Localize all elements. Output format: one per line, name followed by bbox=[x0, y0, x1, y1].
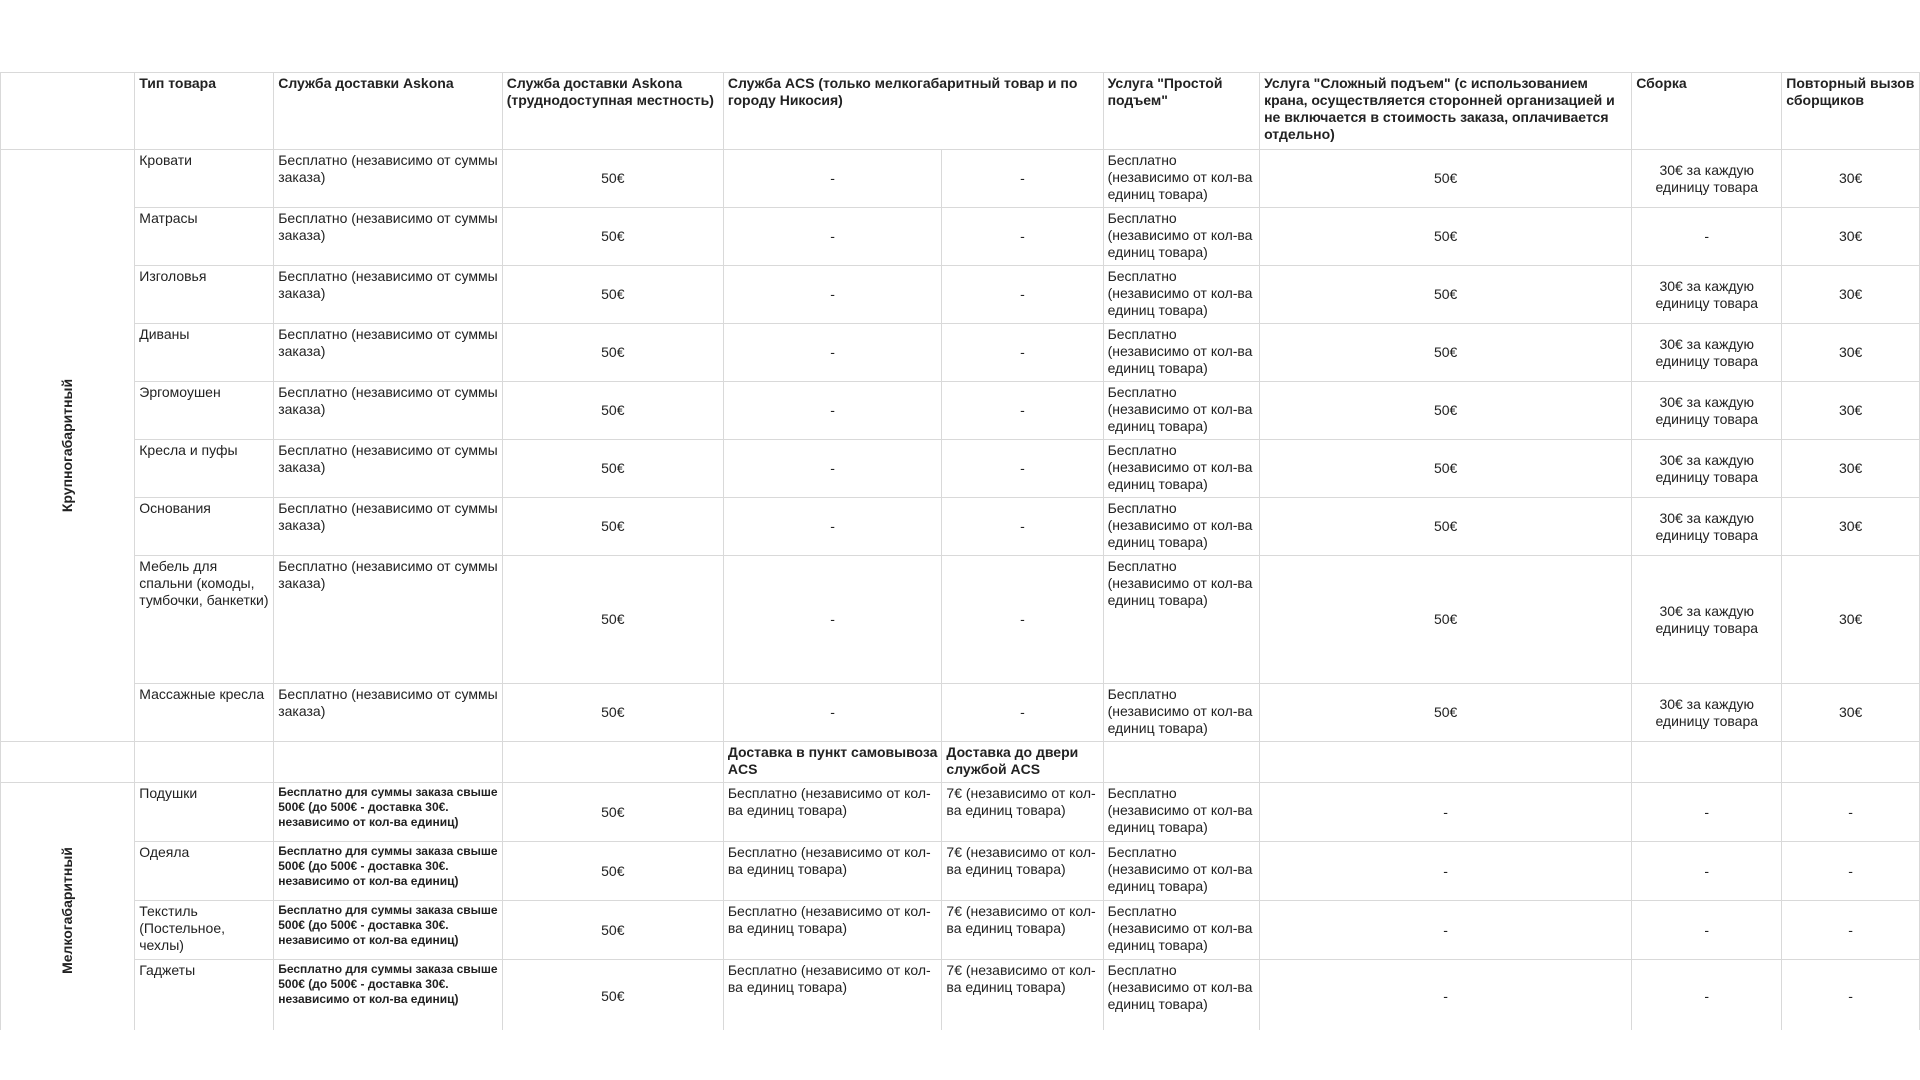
cell-acs-pickup[interactable]: Бесплатно (независимо от кол-ва единиц товара) bbox=[723, 783, 942, 842]
cell-complex-lift[interactable]: - bbox=[1260, 783, 1632, 842]
cell-acs-door[interactable]: - bbox=[942, 324, 1103, 382]
cell-complex-lift[interactable]: 50€ bbox=[1260, 150, 1632, 208]
cell-askona-hard[interactable]: 50€ bbox=[502, 684, 723, 742]
cell-assembly[interactable]: - bbox=[1632, 960, 1782, 1033]
cell-acs-door[interactable]: - bbox=[942, 556, 1103, 684]
cell-acs-pickup[interactable]: - bbox=[723, 150, 942, 208]
cell-acs-door[interactable]: - bbox=[942, 684, 1103, 742]
cell-complex-lift[interactable]: 50€ bbox=[1260, 382, 1632, 440]
cell-acs-pickup[interactable]: Бесплатно (независимо от кол-ва единиц товара) bbox=[723, 901, 942, 960]
cell-repeat[interactable]: - bbox=[1782, 783, 1920, 842]
cell-repeat[interactable]: 30€ bbox=[1782, 266, 1920, 324]
corner-cell[interactable] bbox=[1, 73, 135, 150]
cell-simple-lift[interactable]: Бесплатно (независимо от кол-ва единиц товара) bbox=[1103, 556, 1259, 684]
cell-repeat[interactable]: - bbox=[1782, 960, 1920, 1033]
cell-type[interactable]: Основания bbox=[135, 498, 274, 556]
cell-complex-lift[interactable]: - bbox=[1260, 901, 1632, 960]
table-row bbox=[1, 382, 1920, 440]
group-label-small[interactable] bbox=[1, 783, 135, 1038]
cell-simple-lift[interactable]: Бесплатно (независимо от кол-ва единиц товара) bbox=[1103, 440, 1259, 498]
cell-type[interactable]: Текстиль (Постельное, чехлы) bbox=[135, 901, 274, 960]
cell-acs-door[interactable]: - bbox=[942, 266, 1103, 324]
header-repeat[interactable]: Повторный вызов сборщиков bbox=[1782, 73, 1920, 150]
cell-type[interactable]: Эргомоушен bbox=[135, 382, 274, 440]
cell-assembly[interactable]: 30€ за каждую единицу товара bbox=[1632, 498, 1782, 556]
cell-complex-lift[interactable]: 50€ bbox=[1260, 440, 1632, 498]
cell-repeat[interactable]: - bbox=[1782, 842, 1920, 901]
cell-askona-hard[interactable]: 50€ bbox=[502, 208, 723, 266]
empty-cell[interactable] bbox=[274, 742, 503, 783]
table-row bbox=[1, 960, 1920, 1033]
cell-askona[interactable]: Бесплатно для суммы заказа свыше 500€ (до 500€ - доставка 30€. независимо от кол-ва единиц) bbox=[274, 901, 503, 960]
cell-simple-lift[interactable]: Бесплатно (независимо от кол-ва единиц товара) bbox=[1103, 960, 1259, 1033]
cell-repeat[interactable]: 30€ bbox=[1782, 150, 1920, 208]
cell-askona-hard[interactable]: 50€ bbox=[502, 783, 723, 842]
cell-acs-pickup[interactable]: - bbox=[723, 684, 942, 742]
cell-repeat[interactable]: 30€ bbox=[1782, 556, 1920, 684]
cell-simple-lift[interactable]: Бесплатно (независимо от кол-ва единиц товара) bbox=[1103, 901, 1259, 960]
table-row bbox=[1, 684, 1920, 742]
cell-repeat[interactable]: 30€ bbox=[1782, 324, 1920, 382]
cell-type[interactable]: Кровати bbox=[135, 150, 274, 208]
cell-askona[interactable]: Бесплатно для суммы заказа свыше 500€ (до 500€ - доставка 30€. независимо от кол-ва единиц) bbox=[274, 783, 503, 842]
cell-acs-pickup[interactable]: Бесплатно (независимо от кол-ва единиц товара) bbox=[723, 842, 942, 901]
table-row bbox=[1, 901, 1920, 960]
cell-assembly[interactable]: 30€ за каждую единицу товара bbox=[1632, 440, 1782, 498]
table-row bbox=[1, 440, 1920, 498]
cell-type[interactable]: Мебель для спальни (комоды, тумбочки, банкетки) bbox=[135, 556, 274, 684]
cell-askona-hard[interactable]: 50€ bbox=[502, 556, 723, 684]
cell-acs-pickup[interactable]: - bbox=[723, 266, 942, 324]
cell-acs-pickup[interactable]: - bbox=[723, 440, 942, 498]
cell-acs-door[interactable]: 7€ (независимо от кол-ва единиц товара) bbox=[942, 960, 1103, 1033]
cell-askona-hard[interactable]: 50€ bbox=[502, 498, 723, 556]
cell-acs-door[interactable]: 7€ (независимо от кол-ва единиц товара) bbox=[942, 901, 1103, 960]
cell-simple-lift[interactable]: Бесплатно (независимо от кол-ва единиц товара) bbox=[1103, 684, 1259, 742]
cell-simple-lift[interactable]: Бесплатно (независимо от кол-ва единиц товара) bbox=[1103, 208, 1259, 266]
header-type[interactable]: Тип товара bbox=[135, 73, 274, 150]
cell-complex-lift[interactable]: 50€ bbox=[1260, 208, 1632, 266]
cell-assembly[interactable]: 30€ за каждую единицу товара bbox=[1632, 150, 1782, 208]
cell-acs-door[interactable]: 7€ (независимо от кол-ва единиц товара) bbox=[942, 842, 1103, 901]
cell-askona-hard[interactable]: 50€ bbox=[502, 382, 723, 440]
cell-simple-lift[interactable]: Бесплатно (независимо от кол-ва единиц товара) bbox=[1103, 324, 1259, 382]
cell-type[interactable]: Матрасы bbox=[135, 208, 274, 266]
cell-assembly[interactable]: - bbox=[1632, 783, 1782, 842]
cell-simple-lift[interactable]: Бесплатно (независимо от кол-ва единиц товара) bbox=[1103, 266, 1259, 324]
cell-type[interactable]: Диваны bbox=[135, 324, 274, 382]
cell-assembly[interactable]: - bbox=[1632, 208, 1782, 266]
cell-type[interactable]: Гаджеты bbox=[135, 960, 274, 1033]
group-label-text: Крупногабаритный bbox=[59, 378, 76, 513]
cell-askona-hard[interactable]: 50€ bbox=[502, 324, 723, 382]
header-askona[interactable]: Служба доставки Askona bbox=[274, 73, 503, 150]
cell-askona[interactable]: Бесплатно (независимо от суммы заказа) bbox=[274, 498, 503, 556]
cell-complex-lift[interactable]: 50€ bbox=[1260, 324, 1632, 382]
cell-simple-lift[interactable]: Бесплатно (независимо от кол-ва единиц товара) bbox=[1103, 382, 1259, 440]
cell-repeat[interactable]: 30€ bbox=[1782, 498, 1920, 556]
cell-repeat[interactable]: 30€ bbox=[1782, 684, 1920, 742]
header-askona-hard[interactable]: Служба доставки Askona (труднодоступная местность) bbox=[502, 73, 723, 150]
cell-askona-hard[interactable]: 50€ bbox=[502, 266, 723, 324]
subheader-acs-door[interactable]: Доставка до двери службой ACS bbox=[942, 742, 1103, 783]
table-row bbox=[1, 266, 1920, 324]
cell-acs-pickup[interactable]: - bbox=[723, 324, 942, 382]
cell-complex-lift[interactable]: 50€ bbox=[1260, 684, 1632, 742]
cell-askona[interactable]: Бесплатно (независимо от суммы заказа) bbox=[274, 556, 503, 684]
empty-cell[interactable] bbox=[135, 742, 274, 783]
spreadsheet bbox=[0, 72, 1920, 1038]
page-bottom-margin bbox=[0, 1030, 1920, 1080]
empty-cell[interactable] bbox=[502, 742, 723, 783]
cell-askona[interactable]: Бесплатно (независимо от суммы заказа) bbox=[274, 150, 503, 208]
cell-assembly[interactable]: 30€ за каждую единицу товара bbox=[1632, 684, 1782, 742]
empty-cell[interactable] bbox=[1, 742, 135, 783]
cell-assembly[interactable]: 30€ за каждую единицу товара bbox=[1632, 382, 1782, 440]
cell-repeat[interactable]: - bbox=[1782, 901, 1920, 960]
cell-askona[interactable]: Бесплатно (независимо от суммы заказа) bbox=[274, 382, 503, 440]
cell-assembly[interactable]: - bbox=[1632, 901, 1782, 960]
cell-complex-lift[interactable]: 50€ bbox=[1260, 556, 1632, 684]
cell-complex-lift[interactable]: 50€ bbox=[1260, 498, 1632, 556]
cell-askona[interactable]: Бесплатно (независимо от суммы заказа) bbox=[274, 440, 503, 498]
cell-askona[interactable]: Бесплатно (независимо от суммы заказа) bbox=[274, 208, 503, 266]
cell-repeat[interactable]: 30€ bbox=[1782, 382, 1920, 440]
cell-repeat[interactable]: 30€ bbox=[1782, 440, 1920, 498]
cell-assembly[interactable]: 30€ за каждую единицу товара bbox=[1632, 266, 1782, 324]
header-acs[interactable]: Служба ACS (только мелкогабаритный товар и по городу Никосия) bbox=[723, 73, 1103, 150]
cell-askona-hard[interactable]: 50€ bbox=[502, 150, 723, 208]
cell-complex-lift[interactable]: - bbox=[1260, 960, 1632, 1033]
table-row bbox=[1, 324, 1920, 382]
cell-acs-door[interactable]: - bbox=[942, 208, 1103, 266]
table-row bbox=[1, 842, 1920, 901]
cell-assembly[interactable]: 30€ за каждую единицу товара bbox=[1632, 324, 1782, 382]
cell-complex-lift[interactable]: 50€ bbox=[1260, 266, 1632, 324]
cell-askona-hard[interactable]: 50€ bbox=[502, 842, 723, 901]
cell-askona[interactable]: Бесплатно (независимо от суммы заказа) bbox=[274, 266, 503, 324]
cell-acs-pickup[interactable]: - bbox=[723, 208, 942, 266]
cell-askona-hard[interactable]: 50€ bbox=[502, 960, 723, 1033]
cell-type[interactable]: Одеяла bbox=[135, 842, 274, 901]
cell-acs-door[interactable]: 7€ (независимо от кол-ва единиц товара) bbox=[942, 783, 1103, 842]
cell-assembly[interactable]: - bbox=[1632, 842, 1782, 901]
table-row bbox=[1, 208, 1920, 266]
header-row bbox=[1, 73, 1920, 150]
table-row bbox=[1, 150, 1920, 208]
table-row bbox=[1, 556, 1920, 684]
cell-acs-door[interactable]: - bbox=[942, 150, 1103, 208]
cell-type[interactable]: Кресла и пуфы bbox=[135, 440, 274, 498]
cell-askona[interactable]: Бесплатно (независимо от суммы заказа) bbox=[274, 684, 503, 742]
cell-simple-lift[interactable]: Бесплатно (независимо от кол-ва единиц товара) bbox=[1103, 150, 1259, 208]
cell-simple-lift[interactable]: Бесплатно (независимо от кол-ва единиц товара) bbox=[1103, 783, 1259, 842]
empty-cell[interactable] bbox=[1260, 742, 1632, 783]
empty-cell[interactable] bbox=[1782, 742, 1920, 783]
cell-type[interactable]: Подушки bbox=[135, 783, 274, 842]
header-complex-lift[interactable]: Услуга "Сложный подъем" (с использованием крана, осуществляется сторонней организацией и не включается в стоимость заказа, оплачивается отдельно) bbox=[1260, 73, 1632, 150]
table-row bbox=[1, 783, 1920, 842]
cell-acs-pickup[interactable]: - bbox=[723, 556, 942, 684]
cell-askona-hard[interactable]: 50€ bbox=[502, 440, 723, 498]
empty-cell[interactable] bbox=[1103, 742, 1259, 783]
group-label-text: Мелкогабаритный bbox=[59, 846, 76, 974]
cell-assembly[interactable]: 30€ за каждую единицу товара bbox=[1632, 556, 1782, 684]
cell-repeat[interactable]: 30€ bbox=[1782, 208, 1920, 266]
cell-type[interactable]: Массажные кресла bbox=[135, 684, 274, 742]
header-simple-lift[interactable]: Услуга "Простой подъем" bbox=[1103, 73, 1259, 150]
cell-simple-lift[interactable]: Бесплатно (независимо от кол-ва единиц товара) bbox=[1103, 498, 1259, 556]
empty-cell[interactable] bbox=[1632, 742, 1782, 783]
table-row bbox=[1, 498, 1920, 556]
subheader-row bbox=[1, 742, 1920, 783]
cell-askona[interactable]: Бесплатно (независимо от суммы заказа) bbox=[274, 324, 503, 382]
cell-acs-pickup[interactable]: - bbox=[723, 498, 942, 556]
cell-acs-door[interactable]: - bbox=[942, 498, 1103, 556]
cell-askona-hard[interactable]: 50€ bbox=[502, 901, 723, 960]
cell-acs-pickup[interactable]: - bbox=[723, 382, 942, 440]
cell-acs-door[interactable]: - bbox=[942, 382, 1103, 440]
delivery-price-table bbox=[0, 72, 1920, 1038]
cell-acs-door[interactable]: - bbox=[942, 440, 1103, 498]
cell-complex-lift[interactable]: - bbox=[1260, 842, 1632, 901]
cell-simple-lift[interactable]: Бесплатно (независимо от кол-ва единиц товара) bbox=[1103, 842, 1259, 901]
cell-askona[interactable]: Бесплатно для суммы заказа свыше 500€ (до 500€ - доставка 30€. независимо от кол-ва единиц) bbox=[274, 960, 503, 1033]
header-assembly[interactable]: Сборка bbox=[1632, 73, 1782, 150]
subheader-acs-pickup[interactable]: Доставка в пункт самовывоза ACS bbox=[723, 742, 942, 783]
cell-type[interactable]: Изголовья bbox=[135, 266, 274, 324]
group-label-large[interactable] bbox=[1, 150, 135, 742]
cell-askona[interactable]: Бесплатно для суммы заказа свыше 500€ (до 500€ - доставка 30€. независимо от кол-ва единиц) bbox=[274, 842, 503, 901]
cell-acs-pickup[interactable]: Бесплатно (независимо от кол-ва единиц товара) bbox=[723, 960, 942, 1033]
